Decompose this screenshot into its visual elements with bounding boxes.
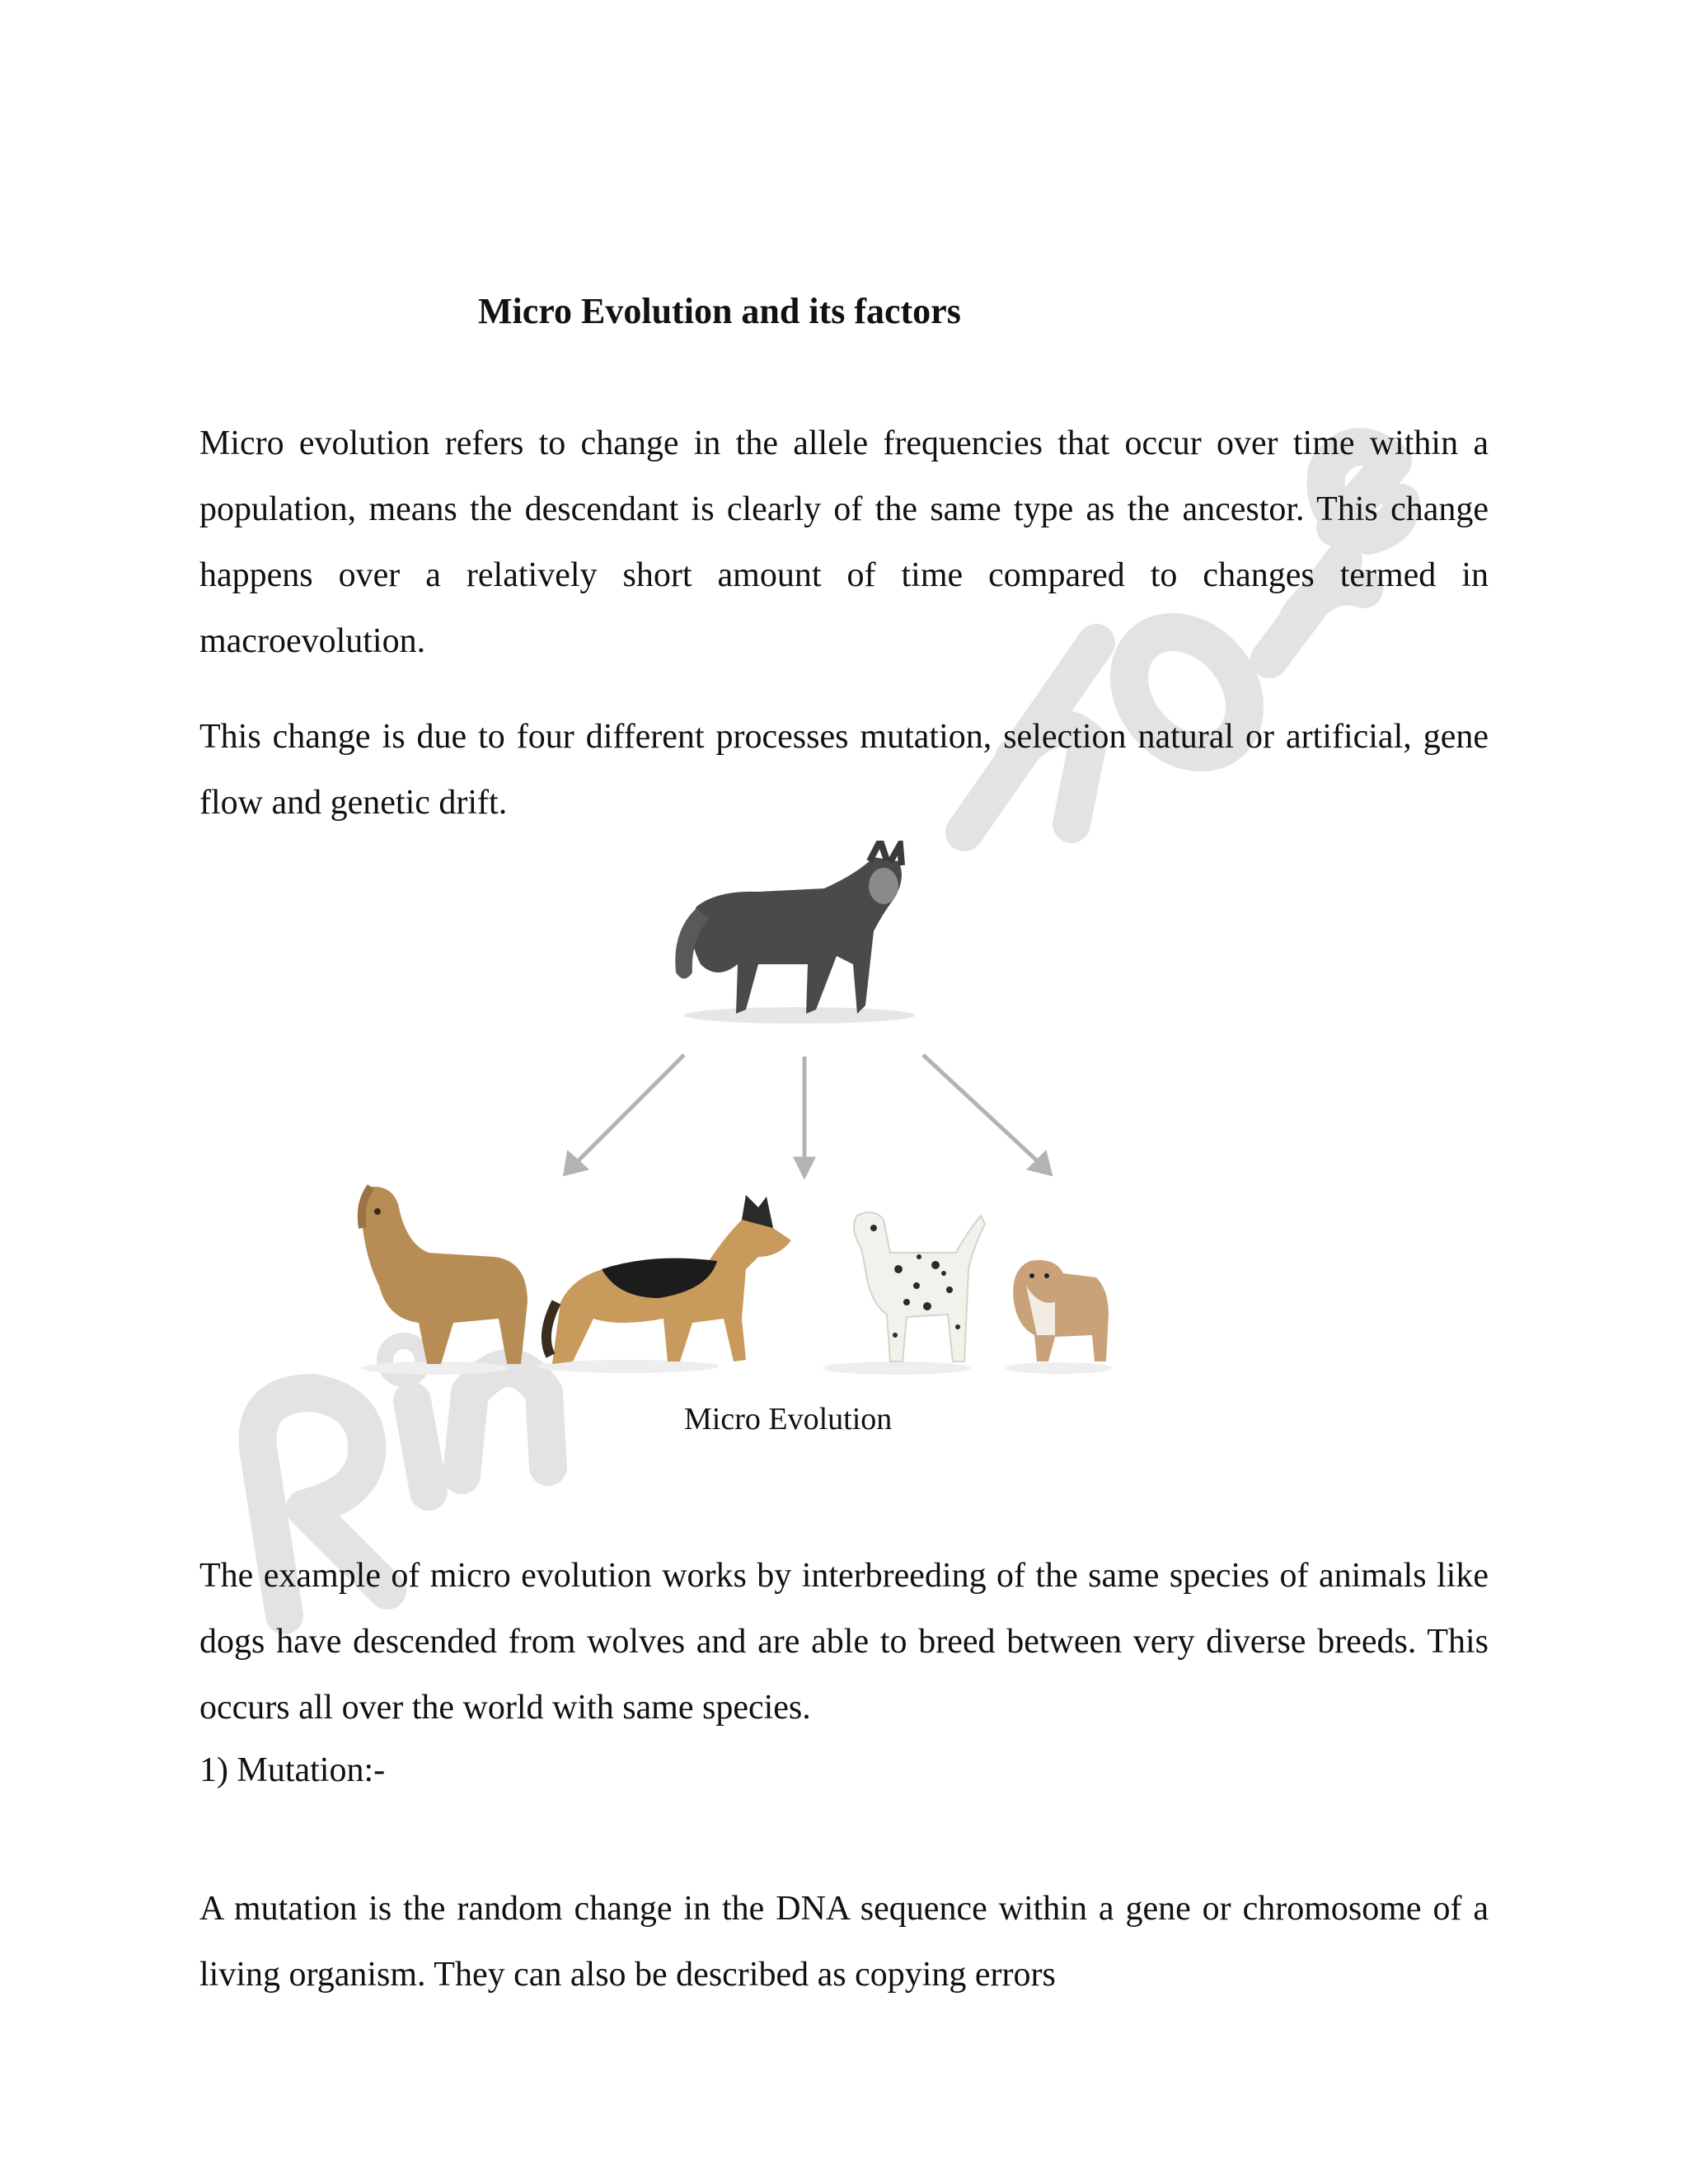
dalmatian-image — [823, 1212, 985, 1375]
paragraph-processes: This change is due to four different processes mutation, selection natural or artificial, gene flow and genetic drift. — [199, 718, 1489, 822]
descent-arrows — [565, 1055, 1050, 1175]
figure-caption: Micro Evolution — [684, 1402, 893, 1436]
wolf-image — [675, 841, 915, 1024]
section-heading-mutation: 1) Mutation:- — [199, 1751, 386, 1789]
bulldog-image — [1006, 1260, 1113, 1374]
briard-dog-image — [359, 1187, 528, 1375]
micro-evolution-figure — [330, 841, 1253, 1401]
paragraph-mutation: A mutation is the random change in the DNA sequence within a gene or chromosome of a living organism. They can also be described as copying errors — [199, 1890, 1489, 1994]
page-title: Micro Evolution and its factors — [478, 291, 961, 331]
paragraph-definition: Micro evolution refers to change in the allele frequencies that occur over time within a population, means the descendant is clearly of the same type as the ancestor. This change happens over a relatively short amount of time compared to changes termed in macroevolution. — [199, 424, 1489, 660]
paragraph-example: The example of micro evolution works by interbreeding of the same species of animals like dogs have descended from wolves and are able to breed between very diverse breeds. This occurs all over the world with same species. — [199, 1557, 1489, 1727]
german-shepherd-image — [537, 1195, 791, 1373]
